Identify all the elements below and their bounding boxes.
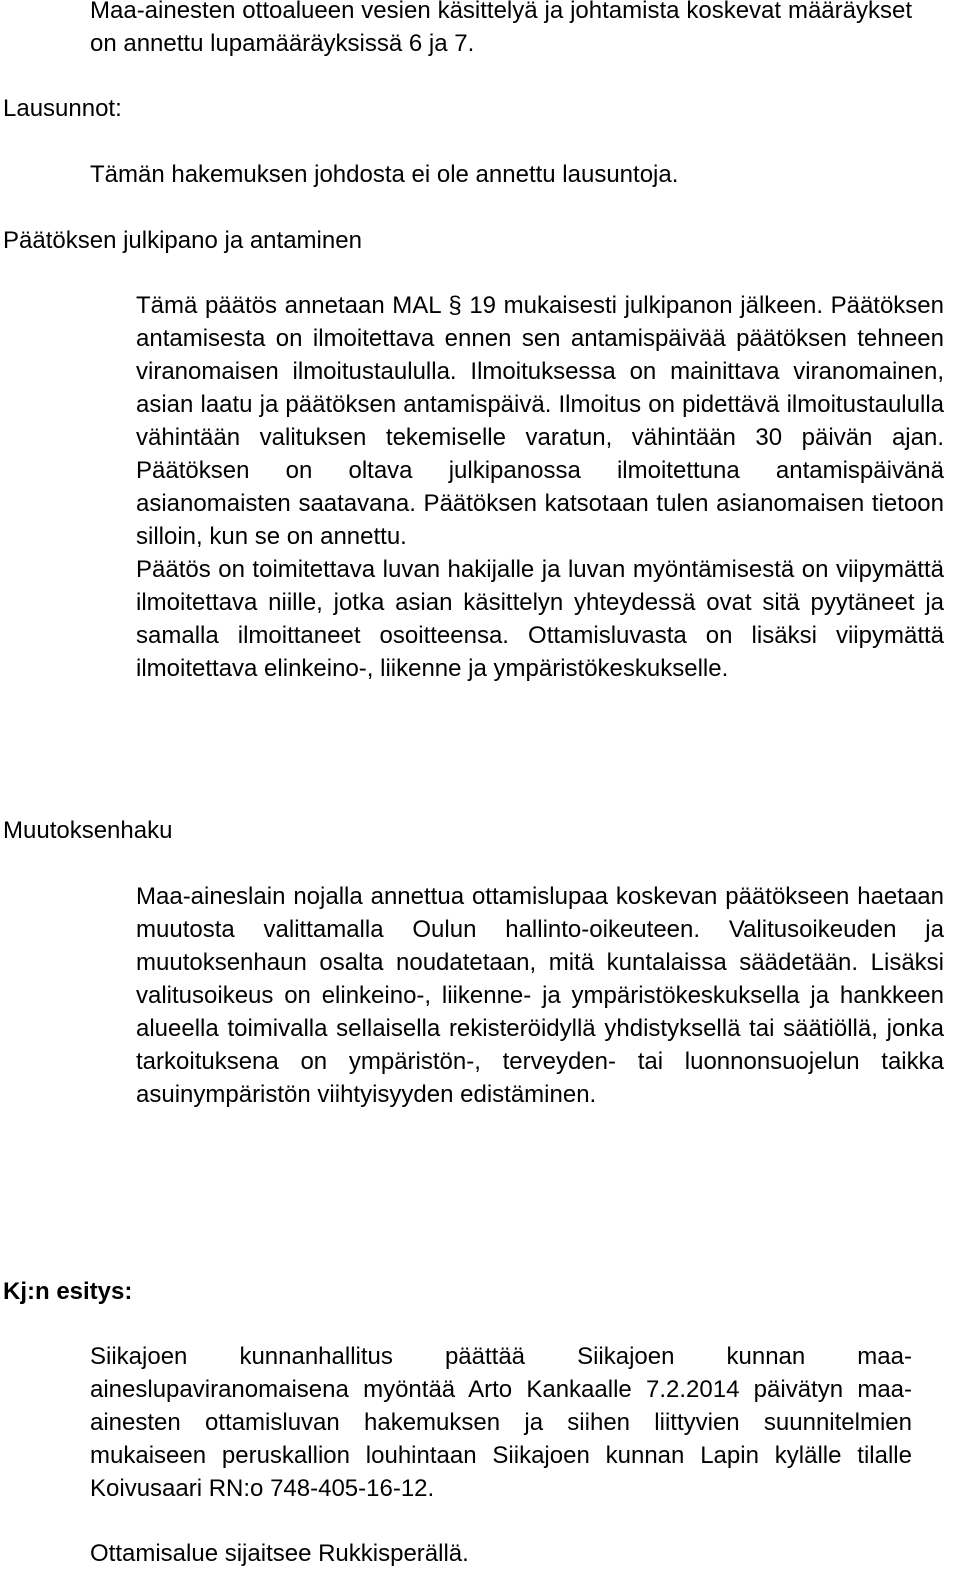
julkipano-paragraph-2: Päätös on toimitettava luvan hakijalle ja luvan myöntämisestä on viipymättä ilmoitettava niille, jotka asian käsittelyn yhteydessä ovat sitä pyytäneet ja samalla ilmoittaneet osoitteensa. Ottamisluvasta on lisäksi viipymättä ilmoitettava elinkeino-, liikenne ja ympäristökeskukselle.	[136, 556, 944, 682]
muutoksenhaku-text: Maa-aineslain nojalla annettua ottamislupaa koskevan päätökseen haetaan muutosta valittamalla Oulun hallinto-oikeuteen. Valitusoikeuden ja muutoksenhaun osalta noudatetaan, mitä kuntalaissa säädetään. Lisäksi valitusoikeus on elinkeino-, liikenne- ja ympäristökeskuksella ja hankkeen alueella toimivalla sellaisella rekisteröidyllä yhdistyksellä tai säätiöllä, jonka tarkoituksena on ympäristön-, terveyden- tai luonnonsuojelun taikka asuinympäristön viihtyisyyden edistäminen.	[136, 883, 944, 1108]
section-heading-muutoksenhaku: Muutoksenhaku	[3, 817, 173, 844]
section-heading-julkipano: Päätöksen julkipano ja antaminen	[3, 227, 362, 254]
julkipano-body	[136, 289, 944, 685]
lausunnot-text: Tämän hakemuksen johdosta ei ole annettu lausuntoja.	[90, 161, 679, 188]
julkipano-paragraph-1: Tämä päätös annetaan MAL § 19 mukaisesti julkipanon jälkeen. Päätöksen antamisesta on ilmoitettava ennen sen antamispäivää päätöksen tehneen viranomaisen ilmoitustaululla. Ilmoituksessa on mainittava viranomainen, asian laatu ja päätöksen antamispäivä. Ilmoitus on pidettävä ilmoitustaululla vähintään valituksen tekemiselle varatun, vähintään 30 päivän ajan. Päätöksen on oltava julkipanossa ilmoitettuna antamispäivänä asianomaisten saatavana. Päätöksen katsotaan tulen asianomaisen tietoon silloin, kun se on annettu.	[136, 292, 944, 550]
esitys-text: Siikajoen kunnanhallitus päättää Siikajoen kunnan maa-aineslupaviranomaisena myöntää Arto Kankaalle 7.2.2014 päivätyn maa-ainesten ottamisluvan hakemuksen ja siihen liittyvien suunnitelmien mukaiseen peruskallion louhintaan Siikajoen kunnan Lapin kylälle tilalle Koivusaari RN:o 748-405-16-12.	[90, 1343, 912, 1502]
intro-paragraph: Maa-ainesten ottoalueen vesien käsittelyä ja johtamista koskevat määräykset on annettu lupamääräyksissä 6 ja 7.	[90, 0, 912, 57]
section-heading-esitys: Kj:n esitys:	[3, 1278, 133, 1305]
section-heading-lausunnot: Lausunnot:	[3, 95, 122, 122]
esitys-location-line: Ottamisalue sijaitsee Rukkisperällä.	[90, 1540, 469, 1567]
